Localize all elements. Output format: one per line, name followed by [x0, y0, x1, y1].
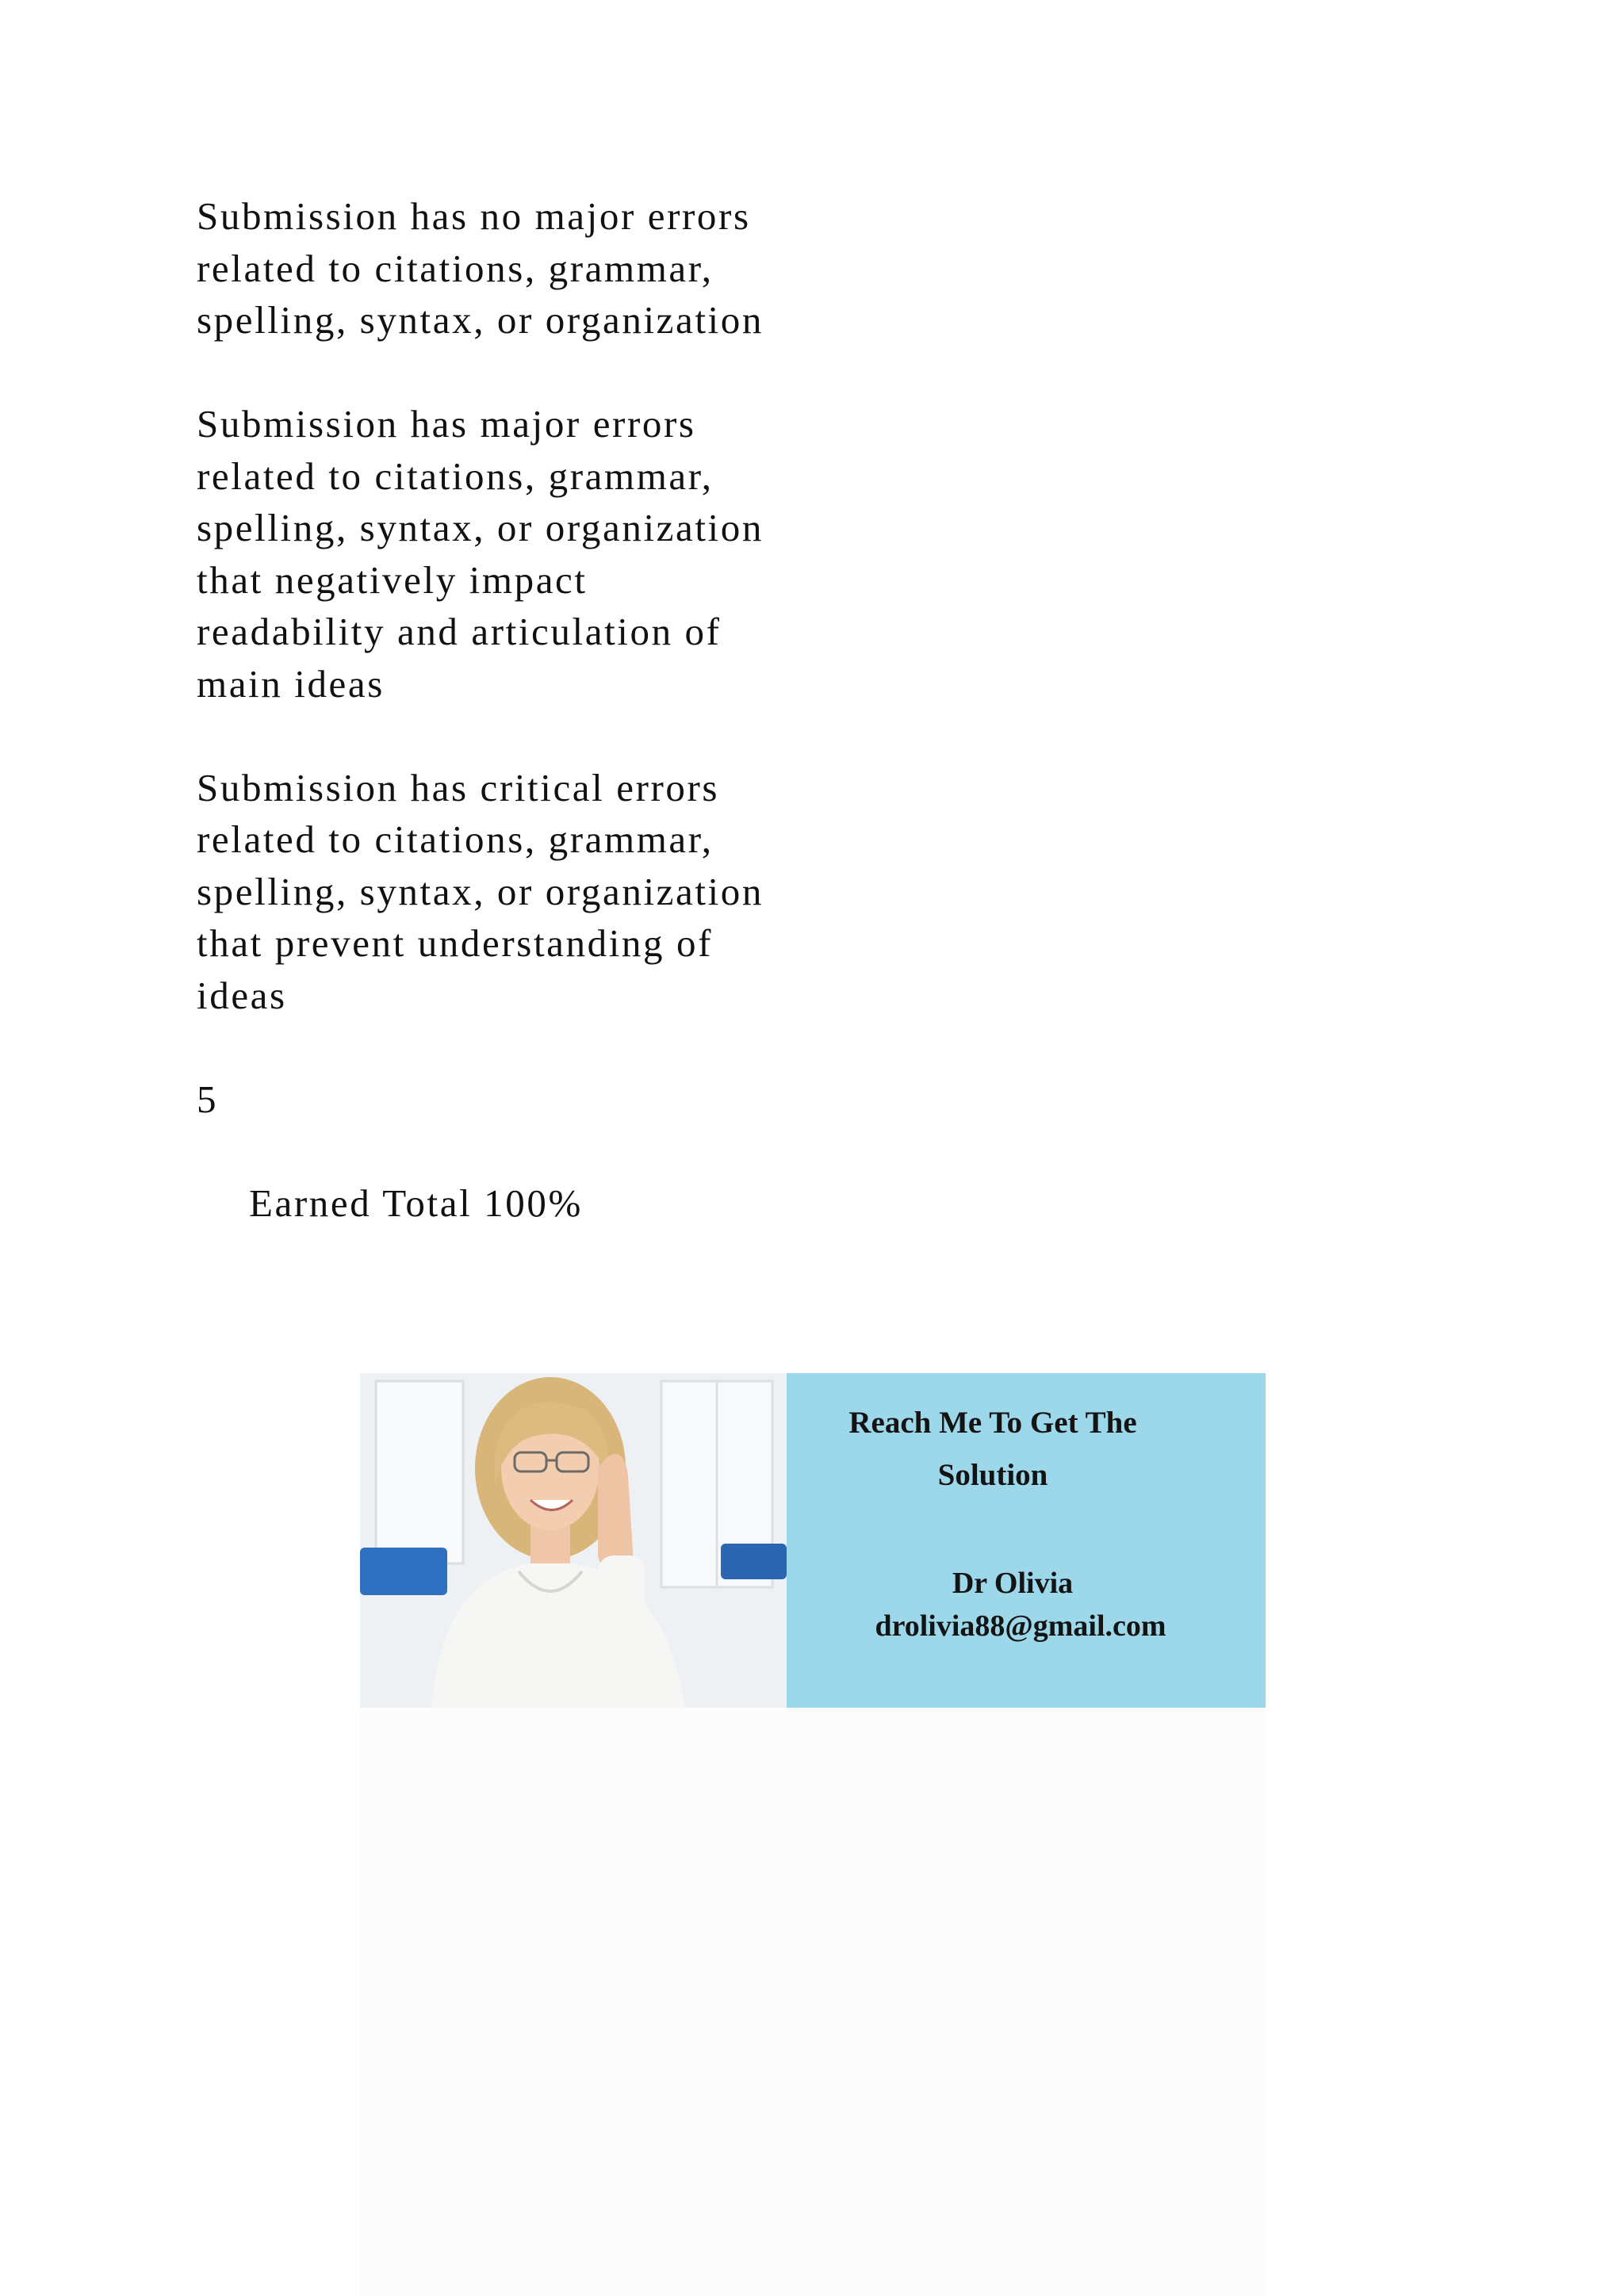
criterion-level-3: Submission has critical errors related to citations, grammar, spelling, syntax, or organization that prevent understanding of ideas [197, 765, 764, 1017]
criterion-level-2: Submission has major errors related to citations, grammar, spelling, syntax, or organization that negatively impact readability and articulation of main ideas [197, 402, 764, 706]
score-value: 5 [197, 1077, 219, 1121]
tutor-portrait-image [360, 1373, 787, 1708]
earned-total: Earned Total 100% [249, 1181, 583, 1225]
criterion-level-1: Submission has no major errors related to citations, grammar, spelling, syntax, or organization [197, 194, 764, 342]
contact-name: Dr Olivia [952, 1567, 1074, 1600]
tutor-photo [360, 1373, 787, 1708]
contact-banner [360, 1373, 1266, 1708]
contact-info-panel [787, 1373, 1266, 1708]
image-padding-area [360, 1708, 1266, 2296]
contact-email: drolivia88@gmail.com [875, 1609, 1166, 1643]
rubric-text [197, 190, 910, 1229]
cta-text: Reach Me To Get The Solution [848, 1406, 1137, 1492]
